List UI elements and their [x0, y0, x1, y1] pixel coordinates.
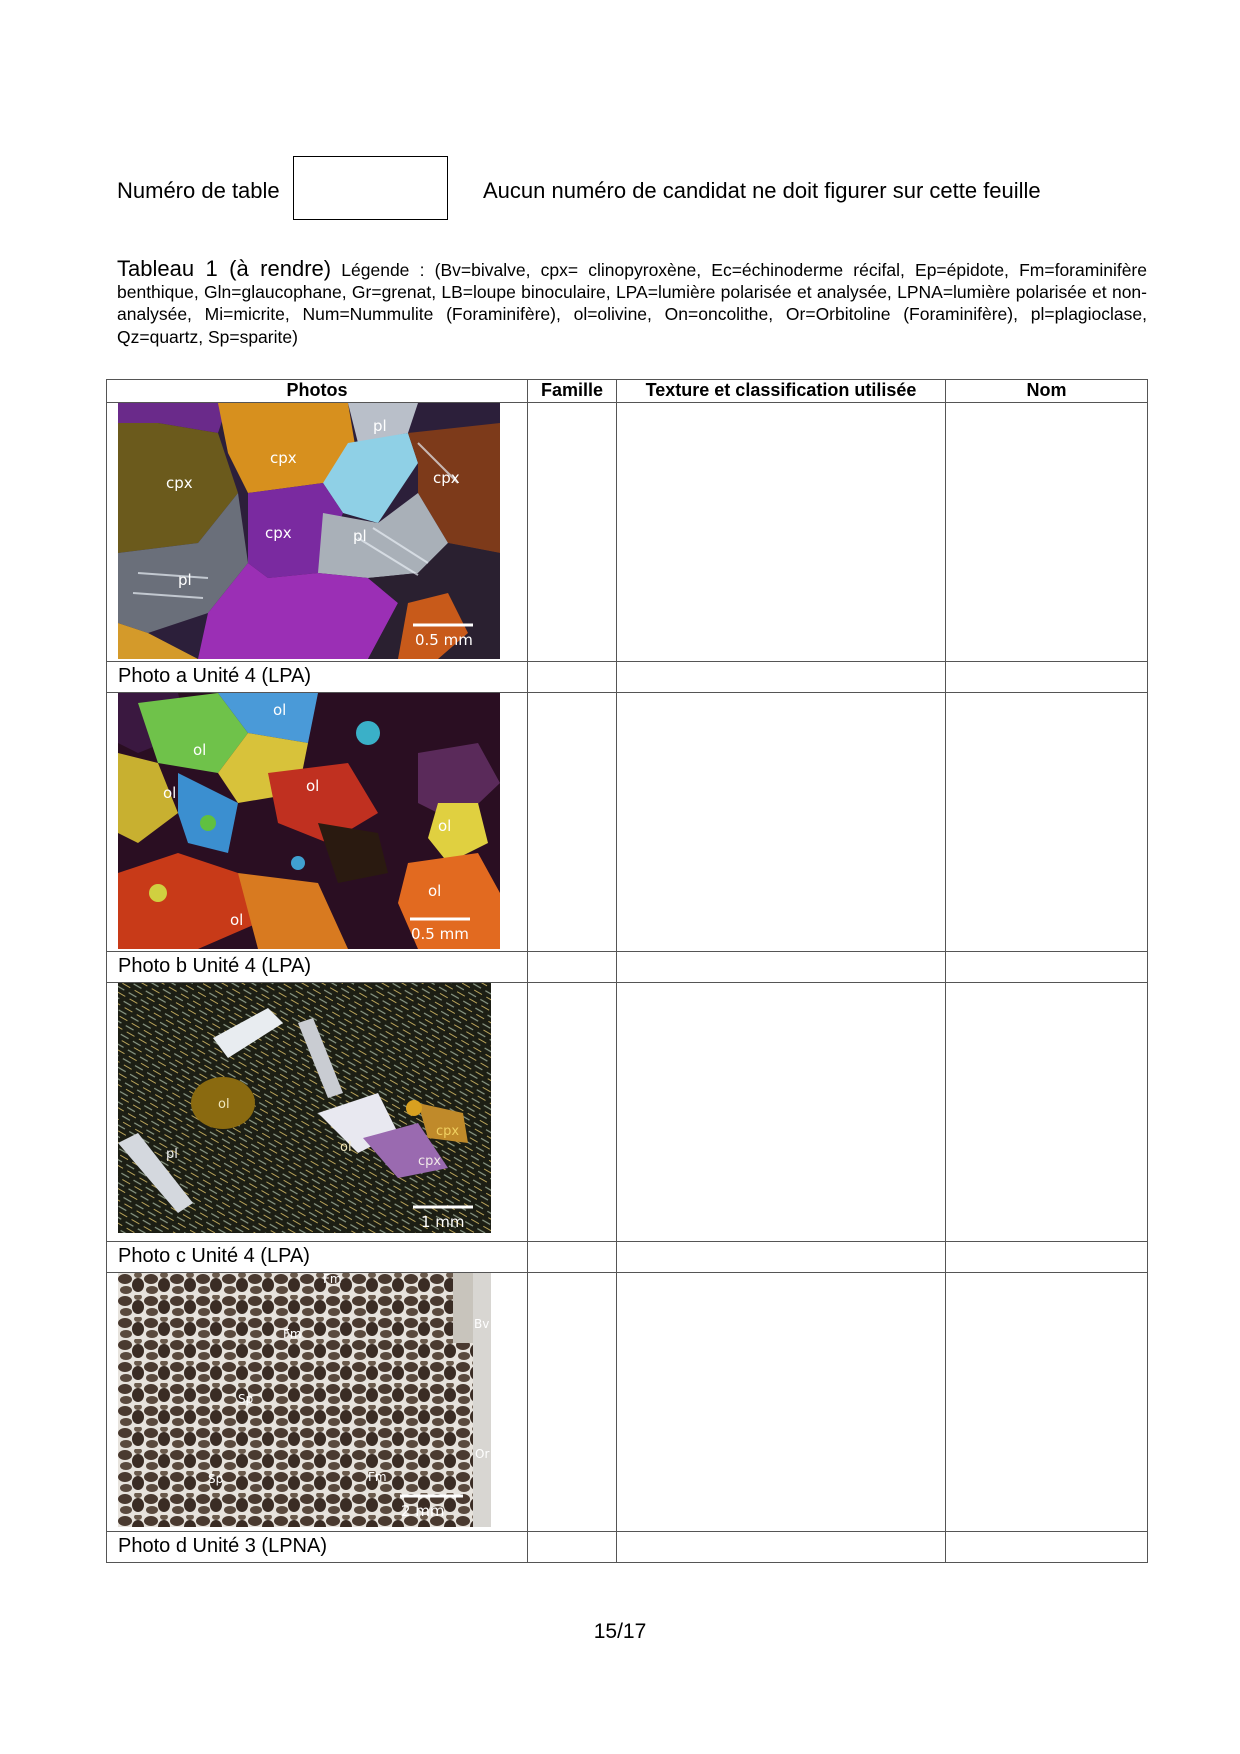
photo-d-label-or: Or — [475, 1447, 490, 1461]
photo-b-scale-label: 0.5 mm — [411, 925, 469, 943]
table-row-photo-d — [107, 1273, 1148, 1532]
table-row-caption-d — [107, 1532, 1148, 1563]
column-header-texture: Texture et classification utilisée — [617, 380, 946, 403]
photo-c-label-cpx-1: cpx — [436, 1124, 460, 1139]
photo-d-label-fm-3: Fm — [368, 1470, 387, 1484]
table-header-row — [107, 380, 1148, 403]
legend-lead: Tableau 1 (à rendre) — [117, 256, 332, 281]
photo-b-label-ol-2: ol — [193, 741, 207, 759]
photo-b-caption: Photo b Unité 4 (LPA) — [118, 955, 312, 977]
photo-c-scale-label: 1 mm — [421, 1213, 465, 1231]
photo-a-thin-section — [118, 403, 500, 659]
photo-a-label-cpx-3: cpx — [433, 469, 460, 487]
nom-cell-c[interactable] — [946, 983, 1148, 1242]
photo-cell-c — [107, 983, 528, 1242]
page-number: 15/17 — [593, 1620, 647, 1643]
nom-cell-d[interactable] — [946, 1273, 1148, 1532]
photo-b-label-ol-3: ol — [163, 784, 177, 802]
table-row-caption-b — [107, 952, 1148, 983]
famille-cell-c[interactable] — [528, 983, 617, 1242]
texture-caption-cell-a[interactable] — [617, 662, 946, 693]
nom-cell-a[interactable] — [946, 403, 1148, 662]
photo-cell-a — [107, 403, 528, 662]
candidate-notice: Aucun numéro de candidat ne doit figurer sur cette feuille — [483, 178, 1041, 203]
texture-cell-a[interactable] — [617, 403, 946, 662]
texture-cell-d[interactable] — [617, 1273, 946, 1532]
famille-caption-cell-b[interactable] — [528, 952, 617, 983]
photo-d-thin-section — [118, 1273, 491, 1527]
nom-caption-cell-a[interactable] — [946, 662, 1148, 693]
photo-a-label-cpx-1: cpx — [166, 474, 193, 492]
photo-c-thin-section — [118, 983, 491, 1233]
table-number-label: Numéro de table — [117, 178, 280, 203]
photo-d-label-sp-1: Sp — [238, 1392, 254, 1406]
nom-cell-b[interactable] — [946, 693, 1148, 952]
table-row-caption-a — [107, 662, 1148, 693]
photo-cell-d — [107, 1273, 528, 1532]
photo-a-scale-label: 0.5 mm — [415, 631, 473, 649]
famille-cell-b[interactable] — [528, 693, 617, 952]
nom-caption-cell-d[interactable] — [946, 1532, 1148, 1563]
texture-cell-b[interactable] — [617, 693, 946, 952]
table-row-photo-a — [107, 403, 1148, 662]
photo-b-label-ol-7: ol — [230, 911, 244, 929]
photo-c-caption: Photo c Unité 4 (LPA) — [118, 1245, 310, 1267]
photo-a-label-pl-1: pl — [373, 417, 387, 435]
texture-caption-cell-b[interactable] — [617, 952, 946, 983]
photo-a-label-pl-3: pl — [178, 571, 192, 589]
column-header-photos: Photos — [107, 380, 528, 403]
nom-caption-cell-c[interactable] — [946, 1242, 1148, 1273]
photo-b-label-ol-1: ol — [273, 701, 287, 719]
photo-c-label-cpx-2: cpx — [418, 1154, 442, 1169]
famille-caption-cell-a[interactable] — [528, 662, 617, 693]
legend — [117, 258, 1147, 348]
photo-d-caption: Photo d Unité 3 (LPNA) — [118, 1535, 327, 1557]
photo-a-label-pl-2: pl — [353, 527, 367, 545]
photo-b-label-ol-5: ol — [438, 817, 452, 835]
photo-d-scale-label: 2 mm — [401, 1502, 445, 1520]
famille-caption-cell-c[interactable] — [528, 1242, 617, 1273]
answer-table — [106, 379, 1148, 1563]
nom-caption-cell-b[interactable] — [946, 952, 1148, 983]
photo-a-caption: Photo a Unité 4 (LPA) — [118, 665, 312, 687]
photo-d-label-fm-1: Fm — [323, 1273, 342, 1286]
photo-c-label-pl-1: pl — [166, 1147, 178, 1162]
table-number-box[interactable] — [293, 156, 448, 220]
texture-caption-cell-d[interactable] — [617, 1532, 946, 1563]
header — [117, 156, 1147, 224]
photo-d-label-bv: Bv — [474, 1317, 490, 1331]
photo-a-label-cpx-2: cpx — [270, 449, 297, 467]
famille-cell-a[interactable] — [528, 403, 617, 662]
table-row-caption-c — [107, 1242, 1148, 1273]
photo-b-thin-section — [118, 693, 500, 949]
photo-a-label-cpx-4: cpx — [265, 524, 292, 542]
texture-cell-c[interactable] — [617, 983, 946, 1242]
table-row-photo-c — [107, 983, 1148, 1242]
photo-c-label-ol-1: ol — [218, 1097, 230, 1112]
table-row-photo-b — [107, 693, 1148, 952]
photo-b-label-ol-6: ol — [428, 882, 442, 900]
photo-d-label-sp-2: Sp — [208, 1472, 224, 1486]
column-header-famille: Famille — [528, 380, 617, 403]
column-header-nom: Nom — [946, 380, 1148, 403]
photo-b-label-ol-4: ol — [306, 777, 320, 795]
texture-caption-cell-c[interactable] — [617, 1242, 946, 1273]
photo-cell-b — [107, 693, 528, 952]
legend-text: Légende : (Bv=bivalve, cpx= clinopyroxène, Ec=échinoderme récifal, Ep=épidote, Fm=foraminifère benthique, Gln=glaucophane, Gr=grenat, LB=loupe binoculaire, LPA=lumière polarisée et analysée, LPNA=lumière polarisée et non-analysée, Mi=micrite, Num=Nummulite (Foraminifère), ol=olivine, On=oncolithe, Or=Orbitoline (Foraminifère), pl=plagioclase, Qz=quartz, Sp=sparite) — [117, 260, 1147, 347]
famille-cell-d[interactable] — [528, 1273, 617, 1532]
photo-d-label-fm-2: Fm — [283, 1327, 302, 1341]
photo-c-label-ol-2: ol — [340, 1140, 352, 1155]
famille-caption-cell-d[interactable] — [528, 1532, 617, 1563]
